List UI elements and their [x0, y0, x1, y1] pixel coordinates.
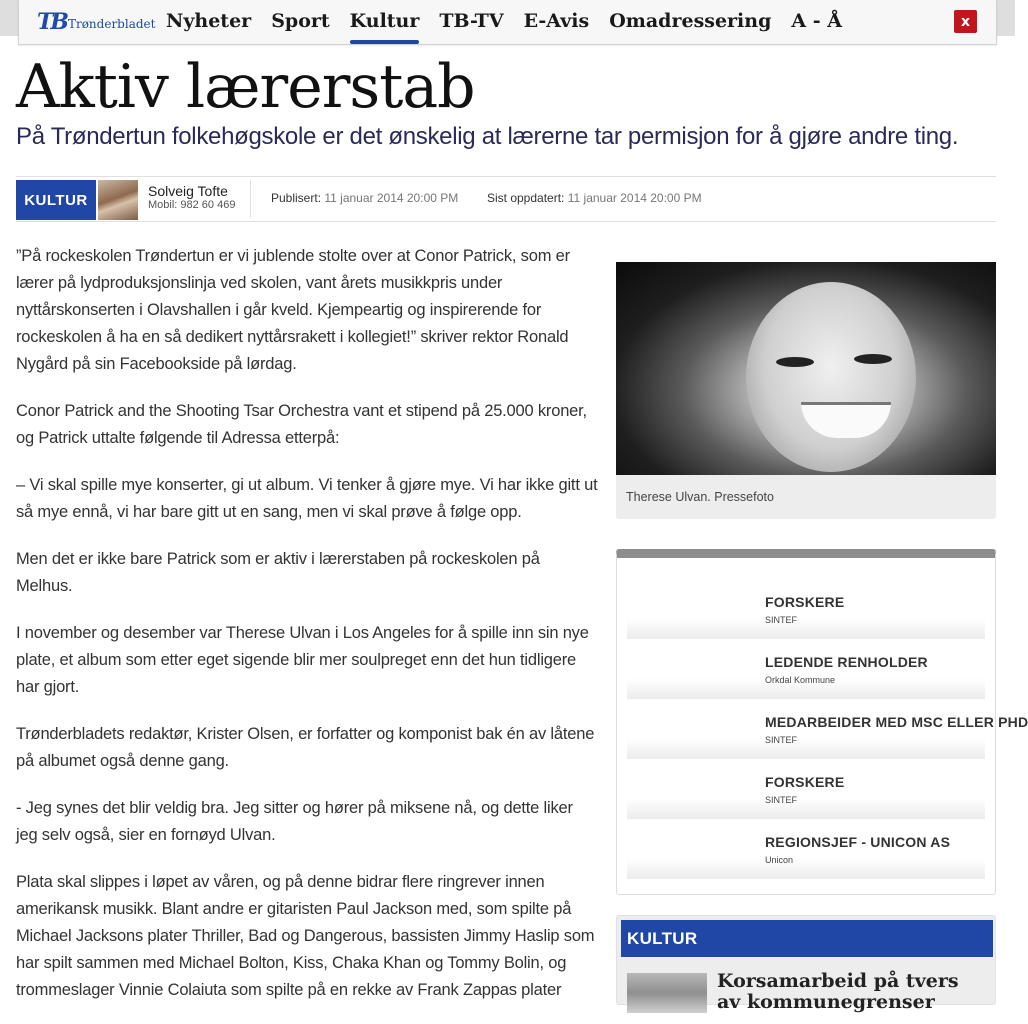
job-listing[interactable]: [627, 579, 985, 639]
nav-sport[interactable]: Sport: [271, 10, 330, 32]
nav-omadressering[interactable]: Omadressering: [609, 10, 772, 32]
job-logo: [627, 759, 747, 819]
job-logo: [627, 819, 747, 879]
site-header: [18, 0, 997, 45]
paragraph: - Jeg synes det blir veldig bra. Jeg sitter og hører på miksene nå, og dette liker jeg selv også, sier en fornøyd Ulvan.: [16, 799, 573, 844]
photo-eye: [776, 357, 814, 367]
nav-e-avis[interactable]: E-Avis: [523, 10, 590, 32]
nav-nyheter[interactable]: Nyheter: [166, 10, 252, 32]
byline-divider: [250, 180, 251, 218]
kultur-teaser-box: [616, 915, 996, 1013]
job-listing[interactable]: [627, 759, 985, 819]
job-listing[interactable]: [627, 699, 1028, 759]
nav-a-aa[interactable]: A - Å: [791, 10, 842, 32]
teaser-thumbnail[interactable]: [627, 973, 707, 1013]
published-label: Publisert:: [271, 191, 322, 205]
photo-eye: [854, 354, 892, 364]
main-nav: [156, 0, 852, 45]
updated-label: Sist oppdatert:: [487, 191, 565, 205]
author-mobile: Mobil: 982 60 469: [148, 199, 236, 211]
job-company: SINTEF: [765, 615, 798, 625]
published-date: [271, 191, 458, 205]
job-title[interactable]: FORSKERE: [765, 594, 845, 610]
paragraph: Men det er ikke bare Patrick som er aktiv i lærerstaben på rockeskolen på Melhus.: [16, 550, 540, 595]
job-logo: [627, 579, 747, 639]
kultur-heading[interactable]: KULTUR: [621, 920, 993, 957]
published-value: 11 januar 2014 20:00 PM: [324, 191, 459, 205]
paragraph: Plata skal slippes i løpet av våren, og på denne bidrar flere ringrever innen amerikansk musikk. Blant andre er gitaristen Paul Jackson med, som spilte på Michael Jacksons plater Thriller, Bad og Dangerous, bassisten Jimmy Haslip som har spilt sammen med Michael Bolton, Kiss, Chaka Khan og Tommy Bolin, og trommeslager Vinnie Colaiuta som spilte på en rekke av Frank Zappas plater: [16, 873, 595, 999]
jobs-widget: [616, 549, 1028, 895]
logo-text: Trønderbladet: [67, 17, 156, 31]
job-title[interactable]: FORSKERE: [765, 774, 845, 790]
article-byline: [16, 176, 996, 222]
paragraph: Trønderbladets redaktør, Krister Olsen, er forfatter og komponist bak én av låtene på albumet også denne gang.: [16, 725, 595, 770]
author-avatar: [98, 180, 138, 220]
section-tag[interactable]: KULTUR: [16, 180, 96, 220]
site-logo[interactable]: [37, 6, 155, 38]
job-company: SINTEF: [765, 735, 798, 745]
nav-kultur[interactable]: Kultur: [340, 0, 430, 45]
job-company: SINTEF: [765, 795, 798, 805]
job-company: Unicon: [765, 855, 794, 865]
article-title: Aktiv lærerstab: [16, 52, 475, 122]
paragraph: I november og desember var Therese Ulvan i Los Angeles for å spille inn sin nye plate, et album som etter eget sigende blir mer soulpreget enn det hun tidligere har gjort.: [16, 624, 589, 696]
nav-tb-tv[interactable]: TB-TV: [439, 10, 504, 32]
paragraph: Conor Patrick and the Shooting Tsar Orchestra vant et stipend på 25.000 kroner, og Patrick uttalte følgende til Adressa etterpå:: [16, 402, 587, 447]
paragraph: ”På rockeskolen Trøndertun er vi jublende stolte over at Conor Patrick, som er lærer på lydproduksjonslinja ved skolen, vant årets musikkpris under nyttårskonserten i Olavshallen i går kveld. Kjempeartig og inspirerende for rockeskolen å ha en så dedikert nyttårsrakett i kollegiet!” skriver rektor Ronald Nygård på sin Facebookside på lørdag.: [16, 247, 570, 373]
updated-date: [487, 191, 702, 205]
logo-mark: TB: [37, 9, 66, 35]
job-title[interactable]: MEDARBEIDER MED MSC ELLER PHD: [765, 714, 1028, 730]
photo-image[interactable]: [616, 262, 996, 475]
job-logo: [627, 639, 747, 699]
close-button[interactable]: x: [954, 10, 977, 33]
author-name[interactable]: Solveig Tofte: [148, 183, 228, 199]
teaser-headline[interactable]: Korsamarbeid på tvers av kommunegrenser: [717, 970, 959, 1013]
photo-caption: Therese Ulvan. Pressefoto: [626, 490, 774, 504]
job-listing[interactable]: [627, 819, 985, 879]
paragraph: – Vi skal spille mye konserter, gi ut album. Vi tenker å gjøre mye. Vi har ikke gitt ut så mye ennå, vi har bare gitt ut en sang, men vi skal prøve å følge opp.: [16, 476, 598, 521]
job-title[interactable]: LEDENDE RENHOLDER: [765, 654, 928, 670]
job-company: Orkdal Kommune: [765, 675, 836, 685]
job-logo: [627, 699, 747, 759]
job-title[interactable]: REGIONSJEF - UNICON AS: [765, 834, 951, 850]
photo-face: [746, 282, 916, 472]
job-listing[interactable]: [627, 639, 985, 699]
article-lead: På Trøndertun folkehøgskole er det ønskelig at lærerne tar permisjon for å gjøre andre ting.: [16, 123, 959, 150]
article-photo: [616, 262, 996, 519]
updated-value: 11 januar 2014 20:00 PM: [567, 191, 702, 205]
article-body: [16, 243, 598, 1024]
